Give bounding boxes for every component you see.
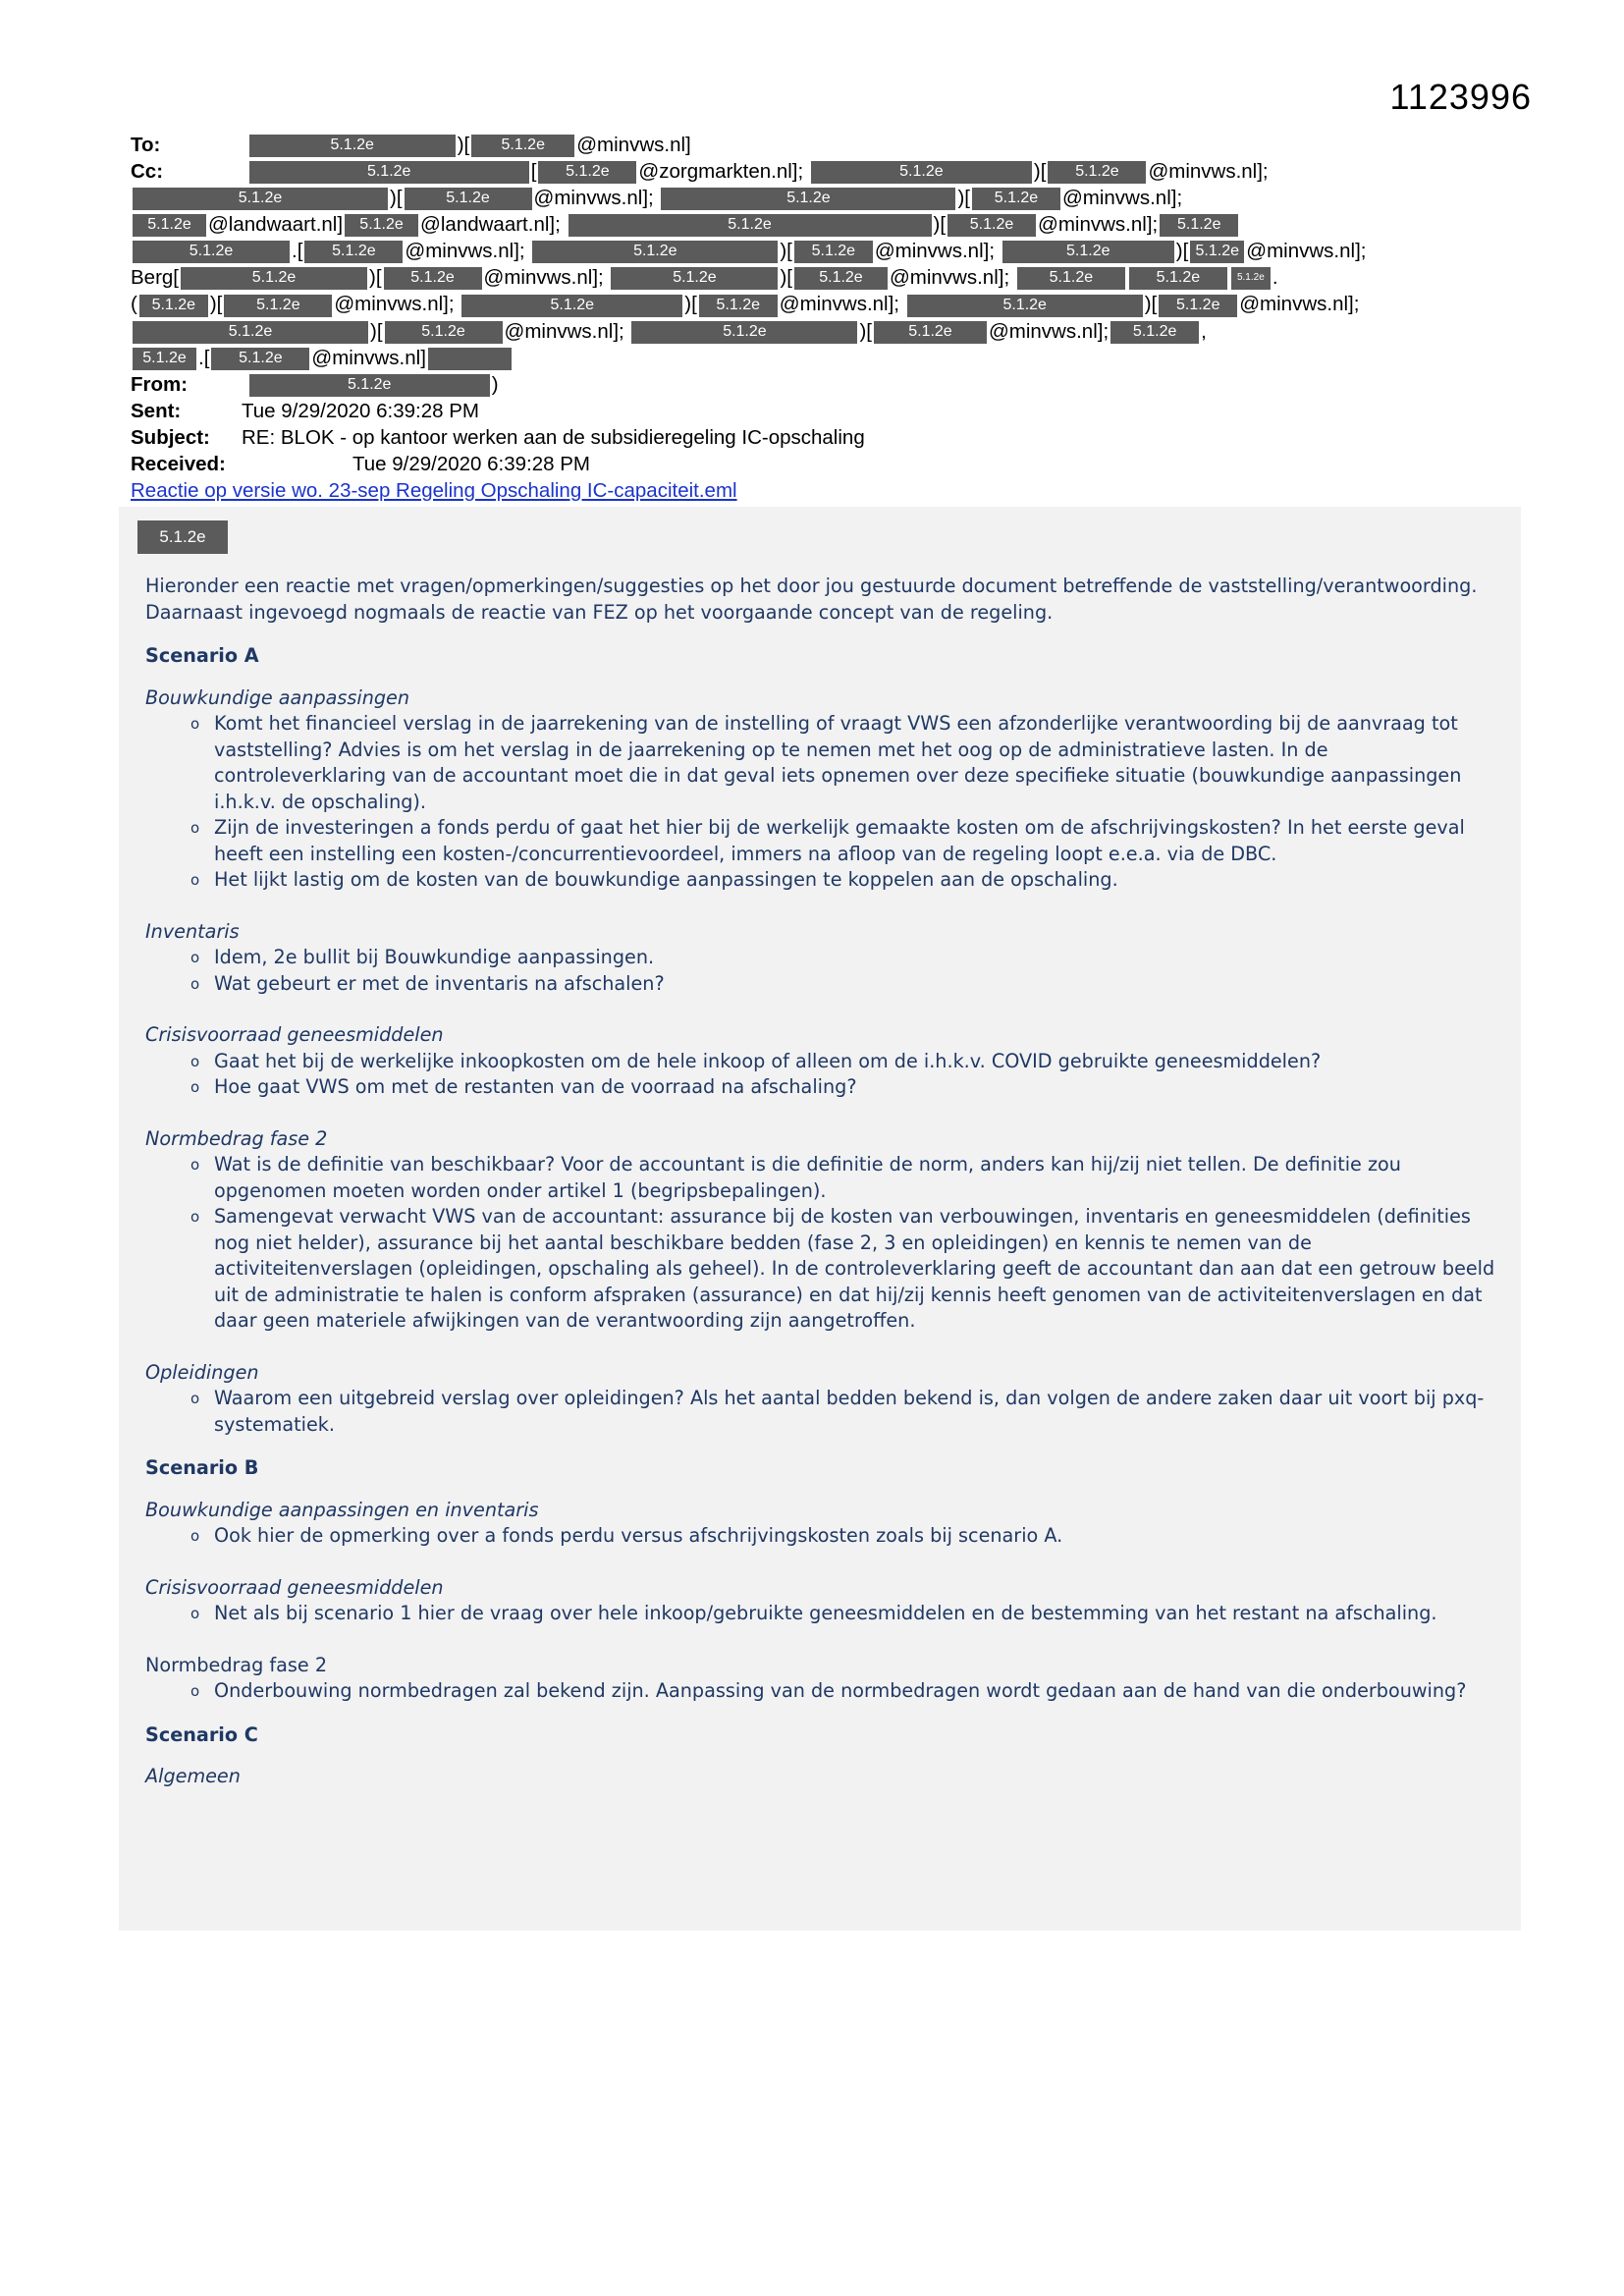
cc-row (131, 318, 1505, 345)
redaction-block: 5.1.2e (1110, 320, 1200, 345)
subheading: Algemeen (145, 1765, 241, 1787)
question-list (145, 1386, 1500, 1438)
cc-text: , (1201, 319, 1207, 343)
redaction-block: 5.1.2e (1001, 240, 1175, 264)
redaction-block: 5.1.2e (180, 266, 368, 291)
redaction-block: 5.1.2e (1047, 160, 1147, 185)
cc-row (131, 158, 1505, 185)
email-header (131, 132, 1505, 504)
redaction-block: 5.1.2e (248, 373, 491, 398)
cc-row (131, 185, 1505, 211)
redaction-block: 5.1.2e (460, 294, 683, 318)
sent-value: Tue 9/29/2020 6:39:28 PM (242, 399, 479, 422)
list-item: o Komt het financieel verslag in de jaarrekening van de instelling of vraagt VWS een afzonderlijke verantwoording bij de aanvraag tot vaststelling? Advies is om het verslag in de jaarrekening op te nemen met het oog op de administratieve lasten. In de controleverklaring van de accountant moet die in dat geval iets opnemen over deze specifieke situatie (bouwkundige aanpassingen i.h.k.v. de opschaling). (190, 711, 1500, 815)
redaction-block (427, 347, 513, 371)
redaction-block: 5.1.2e (1189, 240, 1245, 264)
list-item: o Zijn de investeringen a fonds perdu of gaat het hier bij de werkelijk gemaakte kosten om de afschrijvingskosten? In het eerste geval heeft een instelling een kosten-/concurrentievoordeel, immers na afloop van de regeling loopt e.e.a. via de DBC. (190, 815, 1500, 867)
redaction-block: 5.1.2e (793, 266, 889, 291)
scenario-a-heading: Scenario A (145, 644, 259, 667)
redaction-block: 5.1.2e (210, 347, 310, 371)
redaction-block: 5.1.2e (223, 294, 333, 318)
redaction-block: 5.1.2e (132, 347, 197, 371)
attachment-link[interactable]: Reactie op versie wo. 23-sep Regeling Opschaling IC-capaciteit.eml (131, 478, 737, 502)
cc-label: Cc: (131, 160, 164, 184)
scenario-c-heading: Scenario C (145, 1722, 258, 1746)
received-row (131, 451, 1505, 477)
subheading: Crisisvoorraad geneesmiddelen (145, 1575, 444, 1599)
question-list (145, 1523, 1500, 1550)
cc-text: @minvws.nl]; (1148, 160, 1269, 184)
cc-text: @minvws.nl]; (1038, 213, 1159, 237)
cc-text: @landwaart.nl] (208, 213, 344, 237)
cc-row (131, 345, 1505, 371)
cc-text: @minvws.nl]; (889, 266, 1010, 290)
cc-row (131, 264, 1505, 291)
redaction-block: 5.1.2e (1159, 213, 1239, 238)
cc-row (131, 211, 1505, 238)
from-row (131, 371, 1505, 398)
subheading: Opleidingen (145, 1360, 259, 1384)
question-list (145, 1049, 1500, 1101)
document-number: 1123996 (1389, 77, 1532, 117)
cc-text: @minvws.nl]; (533, 187, 654, 210)
list-item: o Waarom een uitgebreid verslag over opleidingen? Als het aantal bedden bekend is, dan volgen de andere zaken daar uit voort bij pxq-systematiek. (190, 1386, 1500, 1438)
redaction-block: 5.1.2e (383, 266, 483, 291)
redaction-block: 5.1.2e (531, 240, 779, 264)
intro-paragraph: Hieronder een reactie met vragen/opmerkingen/suggesties op het door jou gestuurde document betreffende de vaststelling/verantwoording. Daarnaast ingevoegd nogmaals de reactie van FEZ op het voorgaande concept van de regeling. (145, 574, 1478, 624)
cc-text: [ (530, 160, 537, 184)
cc-row (131, 238, 1505, 264)
redaction-block: 5.1.2e (971, 187, 1061, 211)
cc-text: )[ (780, 240, 792, 263)
redaction-block: 5.1.2e (384, 320, 504, 345)
list-item: o Hoe gaat VWS om met de restanten van de voorraad na afschaling? (190, 1074, 1500, 1101)
redaction-block: 5.1.2e (138, 294, 209, 318)
redaction-block: 5.1.2e (470, 134, 575, 158)
redaction-block: 5.1.2e (906, 294, 1144, 318)
subheading: Crisisvoorraad geneesmiddelen (145, 1023, 444, 1046)
from-text: ) (491, 372, 499, 396)
subheading: Inventaris (145, 919, 240, 943)
subject-label: Subject: (131, 425, 210, 449)
cc-text: @minvws.nl]; (504, 319, 624, 343)
list-item: o Het lijkt lastig om de kosten van de bouwkundige aanpassingen te koppelen aan de opschaling. (190, 867, 1500, 894)
redaction-block: 5.1.2e (1158, 294, 1238, 318)
redaction-block: 5.1.2e (698, 294, 779, 318)
question-list (145, 1601, 1500, 1627)
subheading: Bouwkundige aanpassingen en inventaris (145, 1498, 539, 1521)
redaction-block: 5.1.2e (132, 187, 389, 211)
to-domain: @minvws.nl] (576, 134, 691, 156)
list-item: o Ook hier de opmerking over a fonds perdu versus afschrijvingskosten zoals bij scenario A. (190, 1523, 1500, 1550)
redaction-block: 5.1.2e (248, 160, 530, 185)
cc-text: )[ (1033, 160, 1047, 184)
redaction-block: 5.1.2e (630, 320, 858, 345)
redaction-block: 5.1.2e (404, 187, 533, 211)
cc-text: @minvws.nl]; (405, 240, 525, 263)
redaction-block: 5.1.2e (344, 213, 419, 238)
cc-text: @zorgmarkten.nl]; (638, 160, 804, 184)
cc-text: @minvws.nl] (311, 346, 426, 369)
cc-text: Berg[ (131, 266, 179, 290)
cc-text: @minvws.nl]; (779, 293, 899, 316)
redaction-block: 5.1.2e (1230, 266, 1272, 291)
subheading: Normbedrag fase 2 (145, 1126, 328, 1150)
cc-text: @landwaart.nl]; (420, 213, 561, 237)
to-text: )[ (457, 134, 470, 156)
question-list (145, 1152, 1500, 1335)
cc-text: @minvws.nl]; (483, 266, 604, 290)
list-item: o Gaat het bij de werkelijke inkoopkosten om de hele inkoop of alleen om de i.h.k.v. COVID gebruikte geneesmiddelen? (190, 1049, 1500, 1075)
subheading: Normbedrag fase 2 (145, 1653, 328, 1676)
cc-text: @minvws.nl]; (1239, 293, 1360, 316)
cc-text: .[ (292, 240, 303, 263)
cc-text: @minvws.nl]; (874, 240, 996, 263)
subheading: Bouwkundige aanpassingen (145, 685, 410, 709)
question-list (145, 945, 1500, 997)
cc-text: )[ (369, 266, 382, 290)
redaction-block: 5.1.2e (610, 266, 779, 291)
cc-text: . (1272, 266, 1278, 290)
redaction-block: 5.1.2e (873, 320, 988, 345)
to-row (131, 132, 1505, 158)
redaction-block: 5.1.2e (132, 240, 291, 264)
cc-text: )[ (859, 319, 872, 343)
redaction-block: 5.1.2e (793, 240, 874, 264)
cc-text: @minvws.nl]; (1246, 240, 1367, 263)
cc-text: )[ (780, 266, 792, 290)
sent-label: Sent: (131, 399, 182, 422)
subject-row (131, 424, 1505, 451)
received-label: Received: (131, 452, 226, 475)
question-list (145, 711, 1500, 894)
cc-text: ( (131, 293, 137, 316)
list-item: o Wat gebeurt er met de inventaris na afschalen? (190, 971, 1500, 998)
redaction-block: 5.1.2e (660, 187, 956, 211)
redaction-block: 5.1.2e (537, 160, 637, 185)
sent-row (131, 398, 1505, 424)
cc-text: )[ (957, 187, 970, 210)
cc-text: )[ (684, 293, 697, 316)
cc-text: @minvws.nl]; (988, 319, 1110, 343)
redaction-block: 5.1.2e (132, 213, 207, 238)
message-body (145, 574, 1500, 1790)
cc-text: )[ (1144, 293, 1158, 316)
redaction-block: 5.1.2e (132, 320, 369, 345)
cc-text: )[ (1175, 240, 1189, 263)
cc-text: )[ (390, 187, 403, 210)
list-item: o Samengevat verwacht VWS van de accountant: assurance bij de kosten van verbouwingen, inventaris en geneesmiddelen (definities nog niet helder), assurance bij het aantal beschikbare bedden (fase 2, 3 en opleidingen) en kennis te nemen van de activiteitenverslagen (opleidingen, opschaling als geheel). In de controleverklaring geeft de accountant dan aan dat een getrouw beeld uit de administratie te halen is conform afspraken (assurance) en dat hij/zij kennis heeft genomen van de activiteitenverslagen en dat daar geen materiele afwijkingen van de verantwoording zijn aangetroffen. (190, 1204, 1500, 1335)
redaction-block: 5.1.2e (1016, 266, 1126, 291)
cc-text: )[ (209, 293, 223, 316)
received-value: Tue 9/29/2020 6:39:28 PM (352, 452, 590, 475)
from-label: From: (131, 372, 189, 396)
redaction-block: 5.1.2e (947, 213, 1037, 238)
list-item: o Net als bij scenario 1 hier de vraag over hele inkoop/gebruikte geneesmiddelen en de bestemming van het restant na afschaling. (190, 1601, 1500, 1627)
list-item: o Idem, 2e bullit bij Bouwkundige aanpassingen. (190, 945, 1500, 971)
scenario-b-heading: Scenario B (145, 1456, 259, 1479)
cc-row (131, 291, 1505, 317)
cc-text: )[ (933, 213, 947, 237)
redaction-block: 5.1.2e (568, 213, 933, 238)
redaction-block: 5.1.2e (303, 240, 404, 264)
redaction-block: 5.1.2e (248, 134, 457, 158)
list-item: o Wat is de definitie van beschikbaar? Voor de accountant is die definitie de norm, anders kan hij/zij niet tellen. De definitie zou opgenomen moeten worden onder artikel 1 (begripsbepalingen). (190, 1152, 1500, 1204)
to-label: To: (131, 134, 161, 156)
cc-text: .[ (198, 346, 210, 369)
cc-text: @minvws.nl]; (1061, 187, 1183, 210)
redaction-block: 5.1.2e (810, 160, 1033, 185)
cc-text: @minvws.nl]; (334, 293, 455, 316)
redaction-block: 5.1.2e (1128, 266, 1228, 291)
cc-text: )[ (370, 319, 383, 343)
list-item: o Onderbouwing normbedragen zal bekend zijn. Aanpassing van de normbedragen wordt gedaan aan de hand van die onderbouwing? (190, 1678, 1500, 1705)
salutation-redaction: 5.1.2e (137, 520, 228, 554)
question-list (145, 1678, 1500, 1705)
subject-value: RE: BLOK - op kantoor werken aan de subsidieregeling IC-opschaling (242, 425, 865, 449)
